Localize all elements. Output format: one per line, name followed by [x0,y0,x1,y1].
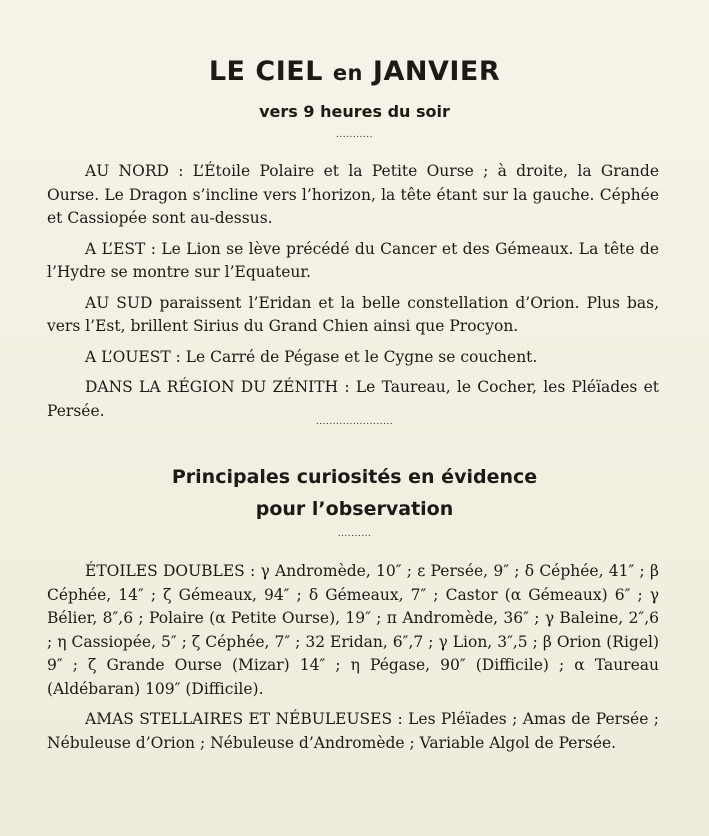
sky-nord: AU NORD : L’Étoile Polaire et la Petite Ourse ; à droite, la Grande Ourse. Le Dragon s’incline vers l’horizon, la tête étant sur la gauche. Céphée et Cassiopée sont au-dessus. [47,162,659,227]
curiosities-heading-line-1: Principales curiosités en évidence [171,466,538,488]
sky-ouest: A L’OUEST : Le Carré de Pégase et le Cygne se couchent. [85,347,538,366]
dotted-separator-2: ....................... [315,417,394,427]
curiosities-heading-line-2: pour l’observation [255,498,454,520]
dotted-separator-3: .......... [337,529,372,539]
page-title [0,56,709,87]
sky-description [47,160,659,430]
sky-est: A L’EST : Le Lion se lève précédé du Cancer et des Gémeaux. La tête de l’Hydre se montre sur l’Equateur. [47,239,659,281]
page-subtitle: vers 9 heures du soir [259,102,450,121]
dotted-separator-1: ........... [336,130,373,140]
title-part-3: JANVIER [363,56,501,87]
clusters-nebulae-paragraph: AMAS STELLAIRES ET NÉBULEUSES : Les Pléïades ; Amas de Persée ; Nébuleuse d’Orion ; Nébuleuse d’Andromède ; Variable Algol de Persée. [47,710,659,752]
sky-sud: AU SUD paraissent l’Eridan et la belle constellation d’Orion. Plus bas, vers l’Est, brillent Sirius du Grand Chien ainsi que Procyon. [47,293,659,335]
curiosities-list [47,560,659,762]
title-part-1: LE CIEL [208,56,333,87]
sky-zenith: DANS LA RÉGION DU ZÉNITH : Le Taureau, le Cocher, les Pléïades et Persée. [47,378,659,420]
title-part-2: en [332,61,364,85]
double-stars-paragraph: ÉTOILES DOUBLES : γ Andromède, 10″ ; ε Persée, 9″ ; δ Céphée, 41″ ; β Céphée, 14″ ; ζ Gémeaux, 94″ ; δ Gémeaux, 7″ ; Castor (α Gémeaux) 6″ ; γ Bélier, 8″,6 ; Polaire (α Petite Ourse), 19″ ; π Andromède, 36″ ; γ Baleine, 2″,6 ; η Cassiopée, 5″ ; ζ Céphée, 7″ ; 32 Eridan, 6″,7 ; γ Lion, 3″,5 ; β Orion (Rigel) 9″ ; ζ Grande Ourse (Mizar) 14″ ; η Pégase, 90″ (Difficile) ; α Taureau (Aldébaran) 109″ (Difficile). [47,562,659,698]
